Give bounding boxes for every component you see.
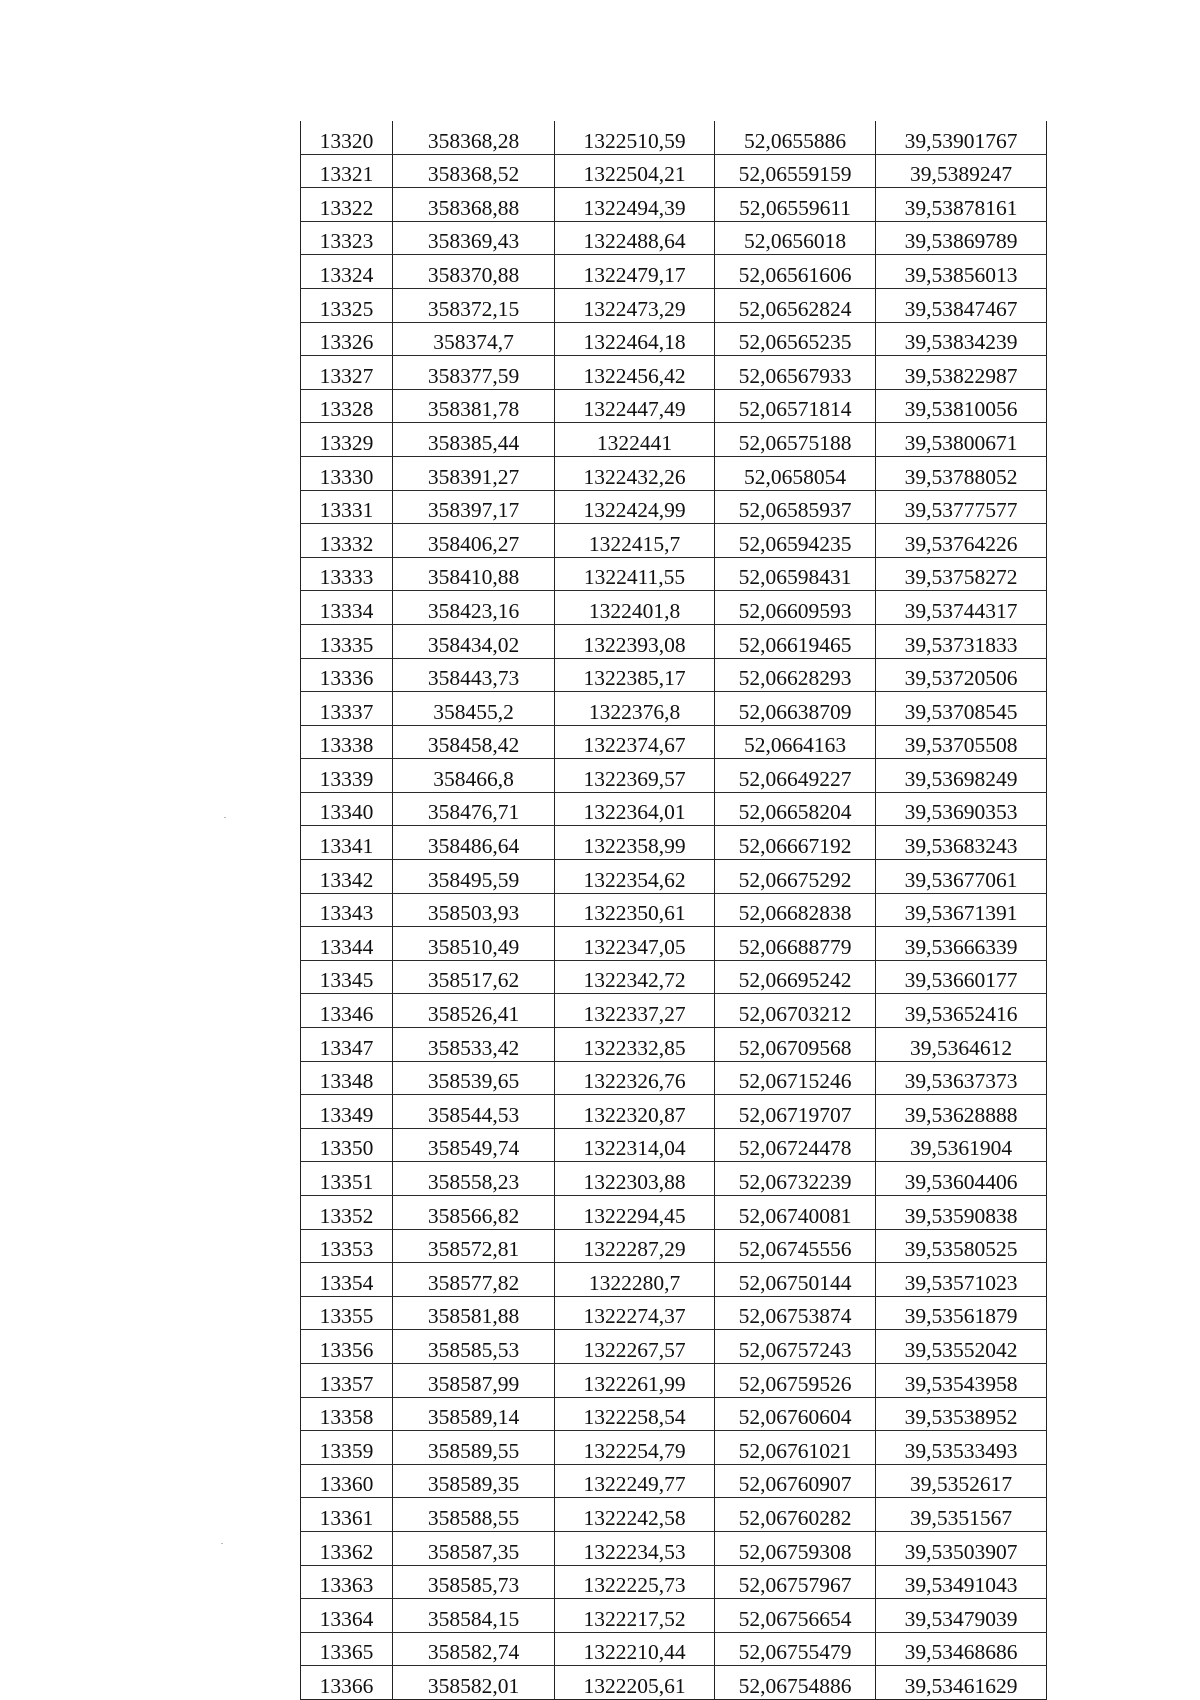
latitude-cell: 52,06724478 [715,1128,876,1162]
latitude-cell: 52,06562824 [715,288,876,322]
table-row [301,792,1047,826]
y-coordinate-cell: 1322374,67 [555,725,715,759]
y-coordinate-cell: 1322303,88 [555,1162,715,1196]
table-row [301,1296,1047,1330]
y-coordinate-cell: 1322364,01 [555,792,715,826]
y-coordinate-cell: 1322287,29 [555,1229,715,1263]
point-number-cell: 13336 [301,658,393,692]
y-coordinate-cell: 1322393,08 [555,624,715,658]
table-row [301,490,1047,524]
point-number-cell: 13337 [301,692,393,726]
table-row [301,1196,1047,1230]
longitude-cell: 39,53788052 [876,456,1047,490]
point-number-cell: 13323 [301,221,393,255]
latitude-cell: 52,06755479 [715,1632,876,1666]
table-row [301,356,1047,390]
point-number-cell: 13343 [301,893,393,927]
table-row [301,860,1047,894]
x-coordinate-cell: 358558,23 [393,1162,555,1196]
longitude-cell: 39,53533493 [876,1431,1047,1465]
table-row [301,1397,1047,1431]
longitude-cell: 39,53764226 [876,524,1047,558]
table-row [301,624,1047,658]
longitude-cell: 39,53731833 [876,624,1047,658]
point-number-cell: 13358 [301,1397,393,1431]
x-coordinate-cell: 358369,43 [393,221,555,255]
longitude-cell: 39,53822987 [876,356,1047,390]
x-coordinate-cell: 358476,71 [393,792,555,826]
latitude-cell: 52,06628293 [715,658,876,692]
x-coordinate-cell: 358572,81 [393,1229,555,1263]
x-coordinate-cell: 358423,16 [393,591,555,625]
longitude-cell: 39,53720506 [876,658,1047,692]
longitude-cell: 39,53590838 [876,1196,1047,1230]
y-coordinate-cell: 1322504,21 [555,154,715,188]
point-number-cell: 13328 [301,389,393,423]
y-coordinate-cell: 1322254,79 [555,1431,715,1465]
table-row [301,456,1047,490]
y-coordinate-cell: 1322447,49 [555,389,715,423]
point-number-cell: 13360 [301,1464,393,1498]
x-coordinate-cell: 358585,53 [393,1330,555,1364]
point-number-cell: 13334 [301,591,393,625]
table-row [301,927,1047,961]
point-number-cell: 13332 [301,524,393,558]
latitude-cell: 52,06719707 [715,1095,876,1129]
longitude-cell: 39,53800671 [876,423,1047,457]
y-coordinate-cell: 1322242,58 [555,1498,715,1532]
latitude-cell: 52,06598431 [715,557,876,591]
longitude-cell: 39,53901767 [876,121,1047,154]
x-coordinate-cell: 358455,2 [393,692,555,726]
table-row [301,188,1047,222]
point-number-cell: 13347 [301,1028,393,1062]
x-coordinate-cell: 358526,41 [393,994,555,1028]
longitude-cell: 39,5389247 [876,154,1047,188]
longitude-cell: 39,53708545 [876,692,1047,726]
longitude-cell: 39,53671391 [876,893,1047,927]
y-coordinate-cell: 1322432,26 [555,456,715,490]
latitude-cell: 52,06709568 [715,1028,876,1062]
y-coordinate-cell: 1322337,27 [555,994,715,1028]
table-row [301,1531,1047,1565]
y-coordinate-cell: 1322354,62 [555,860,715,894]
table-row [301,759,1047,793]
table-row [301,591,1047,625]
x-coordinate-cell: 358539,65 [393,1061,555,1095]
latitude-cell: 52,06561606 [715,255,876,289]
latitude-cell: 52,06667192 [715,826,876,860]
longitude-cell: 39,53660177 [876,960,1047,994]
y-coordinate-cell: 1322210,44 [555,1632,715,1666]
longitude-cell: 39,53491043 [876,1565,1047,1599]
point-number-cell: 13350 [301,1128,393,1162]
table-row [301,1128,1047,1162]
y-coordinate-cell: 1322494,39 [555,188,715,222]
coordinates-table [300,121,1047,1700]
longitude-cell: 39,5364612 [876,1028,1047,1062]
y-coordinate-cell: 1322350,61 [555,893,715,927]
table-row [301,1464,1047,1498]
point-number-cell: 13327 [301,356,393,390]
x-coordinate-cell: 358589,35 [393,1464,555,1498]
latitude-cell: 52,0656018 [715,221,876,255]
y-coordinate-cell: 1322294,45 [555,1196,715,1230]
point-number-cell: 13338 [301,725,393,759]
latitude-cell: 52,06585937 [715,490,876,524]
latitude-cell: 52,06559611 [715,188,876,222]
point-number-cell: 13351 [301,1162,393,1196]
latitude-cell: 52,06571814 [715,389,876,423]
longitude-cell: 39,53758272 [876,557,1047,591]
longitude-cell: 39,53543958 [876,1363,1047,1397]
longitude-cell: 39,53683243 [876,826,1047,860]
table-row [301,288,1047,322]
y-coordinate-cell: 1322369,57 [555,759,715,793]
table-row [301,322,1047,356]
longitude-cell: 39,53677061 [876,860,1047,894]
latitude-cell: 52,0658054 [715,456,876,490]
latitude-cell: 52,06761021 [715,1431,876,1465]
longitude-cell: 39,53847467 [876,288,1047,322]
longitude-cell: 39,53561879 [876,1296,1047,1330]
x-coordinate-cell: 358566,82 [393,1196,555,1230]
latitude-cell: 52,06760907 [715,1464,876,1498]
latitude-cell: 52,06757243 [715,1330,876,1364]
latitude-cell: 52,06753874 [715,1296,876,1330]
table-row [301,1229,1047,1263]
latitude-cell: 52,06759308 [715,1531,876,1565]
table-row [301,389,1047,423]
y-coordinate-cell: 1322225,73 [555,1565,715,1599]
latitude-cell: 52,06688779 [715,927,876,961]
x-coordinate-cell: 358466,8 [393,759,555,793]
x-coordinate-cell: 358374,7 [393,322,555,356]
x-coordinate-cell: 358377,59 [393,356,555,390]
latitude-cell: 52,06745556 [715,1229,876,1263]
longitude-cell: 39,53705508 [876,725,1047,759]
point-number-cell: 13365 [301,1632,393,1666]
longitude-cell: 39,53690353 [876,792,1047,826]
point-number-cell: 13348 [301,1061,393,1095]
longitude-cell: 39,53479039 [876,1599,1047,1633]
table-row [301,221,1047,255]
point-number-cell: 13346 [301,994,393,1028]
y-coordinate-cell: 1322456,42 [555,356,715,390]
longitude-cell: 39,53538952 [876,1397,1047,1431]
table-row [301,121,1047,154]
longitude-cell: 39,53869789 [876,221,1047,255]
latitude-cell: 52,0655886 [715,121,876,154]
point-number-cell: 13325 [301,288,393,322]
x-coordinate-cell: 358385,44 [393,423,555,457]
point-number-cell: 13366 [301,1666,393,1700]
table-row [301,893,1047,927]
y-coordinate-cell: 1322320,87 [555,1095,715,1129]
x-coordinate-cell: 358368,28 [393,121,555,154]
longitude-cell: 39,5361904 [876,1128,1047,1162]
y-coordinate-cell: 1322205,61 [555,1666,715,1700]
latitude-cell: 52,06760604 [715,1397,876,1431]
point-number-cell: 13322 [301,188,393,222]
x-coordinate-cell: 358410,88 [393,557,555,591]
table-row [301,692,1047,726]
point-number-cell: 13345 [301,960,393,994]
point-number-cell: 13352 [301,1196,393,1230]
latitude-cell: 52,06675292 [715,860,876,894]
point-number-cell: 13339 [301,759,393,793]
x-coordinate-cell: 358434,02 [393,624,555,658]
y-coordinate-cell: 1322249,77 [555,1464,715,1498]
longitude-cell: 39,53777577 [876,490,1047,524]
y-coordinate-cell: 1322479,17 [555,255,715,289]
y-coordinate-cell: 1322261,99 [555,1363,715,1397]
point-number-cell: 13359 [301,1431,393,1465]
x-coordinate-cell: 358582,74 [393,1632,555,1666]
point-number-cell: 13356 [301,1330,393,1364]
table-row [301,1095,1047,1129]
point-number-cell: 13330 [301,456,393,490]
point-number-cell: 13329 [301,423,393,457]
table-row [301,1498,1047,1532]
y-coordinate-cell: 1322274,37 [555,1296,715,1330]
y-coordinate-cell: 1322464,18 [555,322,715,356]
point-number-cell: 13321 [301,154,393,188]
longitude-cell: 39,53571023 [876,1263,1047,1297]
point-number-cell: 13342 [301,860,393,894]
table-row [301,960,1047,994]
latitude-cell: 52,06760282 [715,1498,876,1532]
scan-speck [221,1543,223,1544]
table-row [301,1632,1047,1666]
table-row [301,1162,1047,1196]
x-coordinate-cell: 358581,88 [393,1296,555,1330]
latitude-cell: 52,06619465 [715,624,876,658]
x-coordinate-cell: 358587,35 [393,1531,555,1565]
point-number-cell: 13361 [301,1498,393,1532]
table-row [301,1330,1047,1364]
x-coordinate-cell: 358381,78 [393,389,555,423]
coordinates-table-body [301,121,1047,1699]
point-number-cell: 13324 [301,255,393,289]
table-row [301,557,1047,591]
y-coordinate-cell: 1322358,99 [555,826,715,860]
table-row [301,1263,1047,1297]
y-coordinate-cell: 1322347,05 [555,927,715,961]
point-number-cell: 13333 [301,557,393,591]
table-row [301,826,1047,860]
point-number-cell: 13326 [301,322,393,356]
latitude-cell: 52,06594235 [715,524,876,558]
x-coordinate-cell: 358517,62 [393,960,555,994]
table-row [301,423,1047,457]
table-row [301,1061,1047,1095]
x-coordinate-cell: 358406,27 [393,524,555,558]
longitude-cell: 39,53604406 [876,1162,1047,1196]
longitude-cell: 39,53856013 [876,255,1047,289]
longitude-cell: 39,53666339 [876,927,1047,961]
latitude-cell: 52,06658204 [715,792,876,826]
point-number-cell: 13354 [301,1263,393,1297]
longitude-cell: 39,5352617 [876,1464,1047,1498]
x-coordinate-cell: 358370,88 [393,255,555,289]
table-row [301,1565,1047,1599]
x-coordinate-cell: 358549,74 [393,1128,555,1162]
x-coordinate-cell: 358588,55 [393,1498,555,1532]
y-coordinate-cell: 1322473,29 [555,288,715,322]
longitude-cell: 39,53503907 [876,1531,1047,1565]
table-row [301,255,1047,289]
x-coordinate-cell: 358486,64 [393,826,555,860]
point-number-cell: 13353 [301,1229,393,1263]
y-coordinate-cell: 1322376,8 [555,692,715,726]
point-number-cell: 13355 [301,1296,393,1330]
table-row [301,1431,1047,1465]
latitude-cell: 52,06682838 [715,893,876,927]
point-number-cell: 13320 [301,121,393,154]
latitude-cell: 52,06565235 [715,322,876,356]
y-coordinate-cell: 1322280,7 [555,1263,715,1297]
table-row [301,725,1047,759]
y-coordinate-cell: 1322332,85 [555,1028,715,1062]
table-row [301,1666,1047,1700]
y-coordinate-cell: 1322326,76 [555,1061,715,1095]
y-coordinate-cell: 1322385,17 [555,658,715,692]
longitude-cell: 39,53628888 [876,1095,1047,1129]
longitude-cell: 39,53461629 [876,1666,1047,1700]
longitude-cell: 39,53878161 [876,188,1047,222]
x-coordinate-cell: 358397,17 [393,490,555,524]
point-number-cell: 13341 [301,826,393,860]
x-coordinate-cell: 358503,93 [393,893,555,927]
scan-speck [224,817,226,818]
point-number-cell: 13363 [301,1565,393,1599]
point-number-cell: 13349 [301,1095,393,1129]
table-row [301,154,1047,188]
y-coordinate-cell: 1322258,54 [555,1397,715,1431]
y-coordinate-cell: 1322424,99 [555,490,715,524]
latitude-cell: 52,06649227 [715,759,876,793]
y-coordinate-cell: 1322510,59 [555,121,715,154]
table-row [301,524,1047,558]
y-coordinate-cell: 1322488,64 [555,221,715,255]
point-number-cell: 13344 [301,927,393,961]
point-number-cell: 13331 [301,490,393,524]
latitude-cell: 52,06703212 [715,994,876,1028]
latitude-cell: 52,06754886 [715,1666,876,1700]
x-coordinate-cell: 358391,27 [393,456,555,490]
latitude-cell: 52,06750144 [715,1263,876,1297]
x-coordinate-cell: 358368,52 [393,154,555,188]
x-coordinate-cell: 358368,88 [393,188,555,222]
latitude-cell: 52,06715246 [715,1061,876,1095]
latitude-cell: 52,06756654 [715,1599,876,1633]
y-coordinate-cell: 1322267,57 [555,1330,715,1364]
point-number-cell: 13362 [301,1531,393,1565]
table-row [301,658,1047,692]
y-coordinate-cell: 1322411,55 [555,557,715,591]
point-number-cell: 13335 [301,624,393,658]
x-coordinate-cell: 358510,49 [393,927,555,961]
latitude-cell: 52,06638709 [715,692,876,726]
longitude-cell: 39,53698249 [876,759,1047,793]
longitude-cell: 39,53580525 [876,1229,1047,1263]
latitude-cell: 52,06757967 [715,1565,876,1599]
latitude-cell: 52,06609593 [715,591,876,625]
longitude-cell: 39,53637373 [876,1061,1047,1095]
x-coordinate-cell: 358544,53 [393,1095,555,1129]
x-coordinate-cell: 358587,99 [393,1363,555,1397]
x-coordinate-cell: 358585,73 [393,1565,555,1599]
y-coordinate-cell: 1322342,72 [555,960,715,994]
x-coordinate-cell: 358533,42 [393,1028,555,1062]
x-coordinate-cell: 358577,82 [393,1263,555,1297]
table-row [301,1599,1047,1633]
x-coordinate-cell: 358495,59 [393,860,555,894]
table-row [301,1028,1047,1062]
longitude-cell: 39,53652416 [876,994,1047,1028]
y-coordinate-cell: 1322441 [555,423,715,457]
x-coordinate-cell: 358372,15 [393,288,555,322]
latitude-cell: 52,06759526 [715,1363,876,1397]
table-row [301,1363,1047,1397]
longitude-cell: 39,5351567 [876,1498,1047,1532]
latitude-cell: 52,06575188 [715,423,876,457]
latitude-cell: 52,06732239 [715,1162,876,1196]
x-coordinate-cell: 358582,01 [393,1666,555,1700]
y-coordinate-cell: 1322234,53 [555,1531,715,1565]
table-row [301,994,1047,1028]
latitude-cell: 52,06559159 [715,154,876,188]
y-coordinate-cell: 1322217,52 [555,1599,715,1633]
y-coordinate-cell: 1322415,7 [555,524,715,558]
longitude-cell: 39,53834239 [876,322,1047,356]
latitude-cell: 52,06567933 [715,356,876,390]
point-number-cell: 13340 [301,792,393,826]
latitude-cell: 52,0664163 [715,725,876,759]
x-coordinate-cell: 358443,73 [393,658,555,692]
latitude-cell: 52,06740081 [715,1196,876,1230]
longitude-cell: 39,53468686 [876,1632,1047,1666]
y-coordinate-cell: 1322401,8 [555,591,715,625]
x-coordinate-cell: 358589,55 [393,1431,555,1465]
longitude-cell: 39,53744317 [876,591,1047,625]
point-number-cell: 13364 [301,1599,393,1633]
longitude-cell: 39,53552042 [876,1330,1047,1364]
point-number-cell: 13357 [301,1363,393,1397]
x-coordinate-cell: 358589,14 [393,1397,555,1431]
latitude-cell: 52,06695242 [715,960,876,994]
x-coordinate-cell: 358458,42 [393,725,555,759]
y-coordinate-cell: 1322314,04 [555,1128,715,1162]
x-coordinate-cell: 358584,15 [393,1599,555,1633]
longitude-cell: 39,53810056 [876,389,1047,423]
